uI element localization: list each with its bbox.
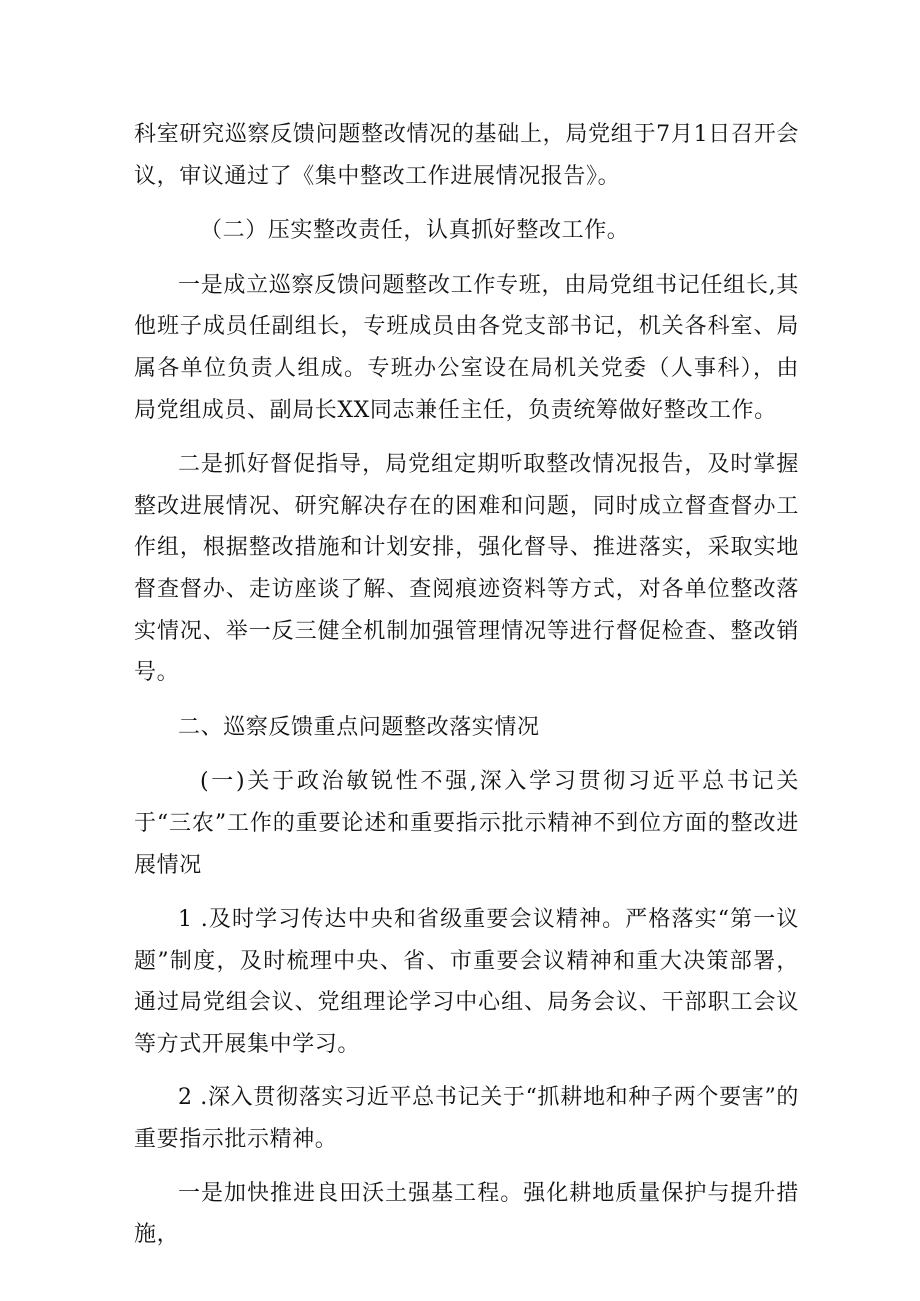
subsection-heading-one: (一)关于政治敏锐性不强,深入学习贯彻习近平总书记关于“三农”工作的重要论述和重要指示批示精神不到位方面的整改进展情况: [134, 769, 799, 878]
document-body: [134, 114, 799, 1256]
item-two: 2 .深入贯彻落实习近平总书记关于“抓耕地和种子两个要害”的重要指示批示精神。: [134, 1085, 799, 1153]
section-heading-two: 二、巡察反馈重点问题整改落实情况: [178, 714, 540, 740]
paragraph-supervision: 二是抓好督促指导，局党组定期听取整改情况报告，及时掌握整改进展情况、研究解决存在的困难和问题，同时成立督查督办工作组，根据整改措施和计划安排，强化督导、推进落实，采取实地督查督办、走访座谈了解、查阅痕迹资料等方式，对各单位整改落实情况、举一反三健全机制加强管理情况等进行督促检查、整改销号。: [134, 452, 799, 686]
paragraph-continuation: 科室研究巡察反馈问题整改情况的基础上，局党组于7月1日召开会议，审议通过了《集中整改工作进展情况报告》。: [134, 122, 799, 189]
paragraph-task-force: 一是成立巡察反馈问题整改工作专班，由局党组书记任组长,其他班子成员任副组长，专班成员由各党支部书记，机关各科室、局属各单位负责人组成。专班办公室设在局机关党委（人事科），由局党组成员、副局长XX同志兼任主任，负责统筹做好整改工作。: [134, 272, 799, 423]
subsection-heading-two: （二）压实整改责任，认真抓好整改工作。: [200, 218, 630, 244]
paragraph-farmland: 一是加快推进良田沃土强基工程。强化耕地质量保护与提升措施，: [134, 1180, 799, 1248]
item-one: 1 .及时学习传达中央和省级重要会议精神。严格落实“第一议题”制度，及时梳理中央、省、市重要会议精神和重大决策部署，通过局党组会议、党组理论学习中心组、局务会议、干部职工会议等方式开展集中学习。: [134, 907, 799, 1057]
